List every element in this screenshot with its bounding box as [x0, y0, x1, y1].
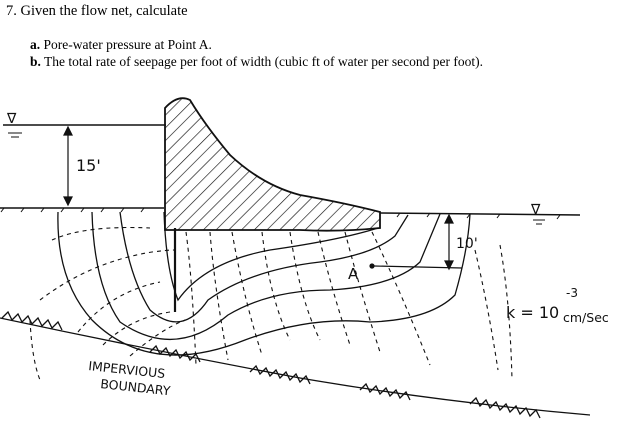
part-a-text: Pore-water pressure at Point A.: [43, 37, 212, 52]
part-b-text: The total rate of seepage per foot of width (cubic ft of water per second per foot).: [44, 54, 483, 69]
permeability-units: cm/Sec: [563, 310, 609, 325]
permeability-label: k = 10: [506, 303, 560, 322]
tailwater-dimension-label: 10': [456, 236, 478, 252]
boundary-label-line1: IMPERVIOUS: [87, 358, 166, 382]
part-a-letter: a.: [30, 37, 41, 52]
tailwater-level: [533, 220, 545, 224]
k-exponent: -3: [566, 286, 578, 300]
ground-surface-right: [380, 213, 580, 219]
water-level-symbol-left: ∇: [7, 111, 17, 127]
tailwater-dimension: [445, 215, 453, 269]
water-level-symbol-right: ∇: [531, 202, 541, 218]
flow-lines: [58, 212, 470, 355]
part-b-letter: b.: [30, 54, 41, 69]
boundary-label-line2: BOUNDARY: [99, 376, 172, 399]
ground-surface-left: [0, 208, 164, 212]
question-title: 7. Given the flow net, calculate: [6, 3, 188, 19]
concrete-dam: [165, 98, 380, 230]
head-dimension: [64, 127, 72, 205]
headwater-level: [3, 125, 166, 137]
point-a-label: A: [348, 265, 359, 283]
point-a-marker: [369, 263, 374, 268]
head-dimension-label: 15': [76, 156, 101, 175]
